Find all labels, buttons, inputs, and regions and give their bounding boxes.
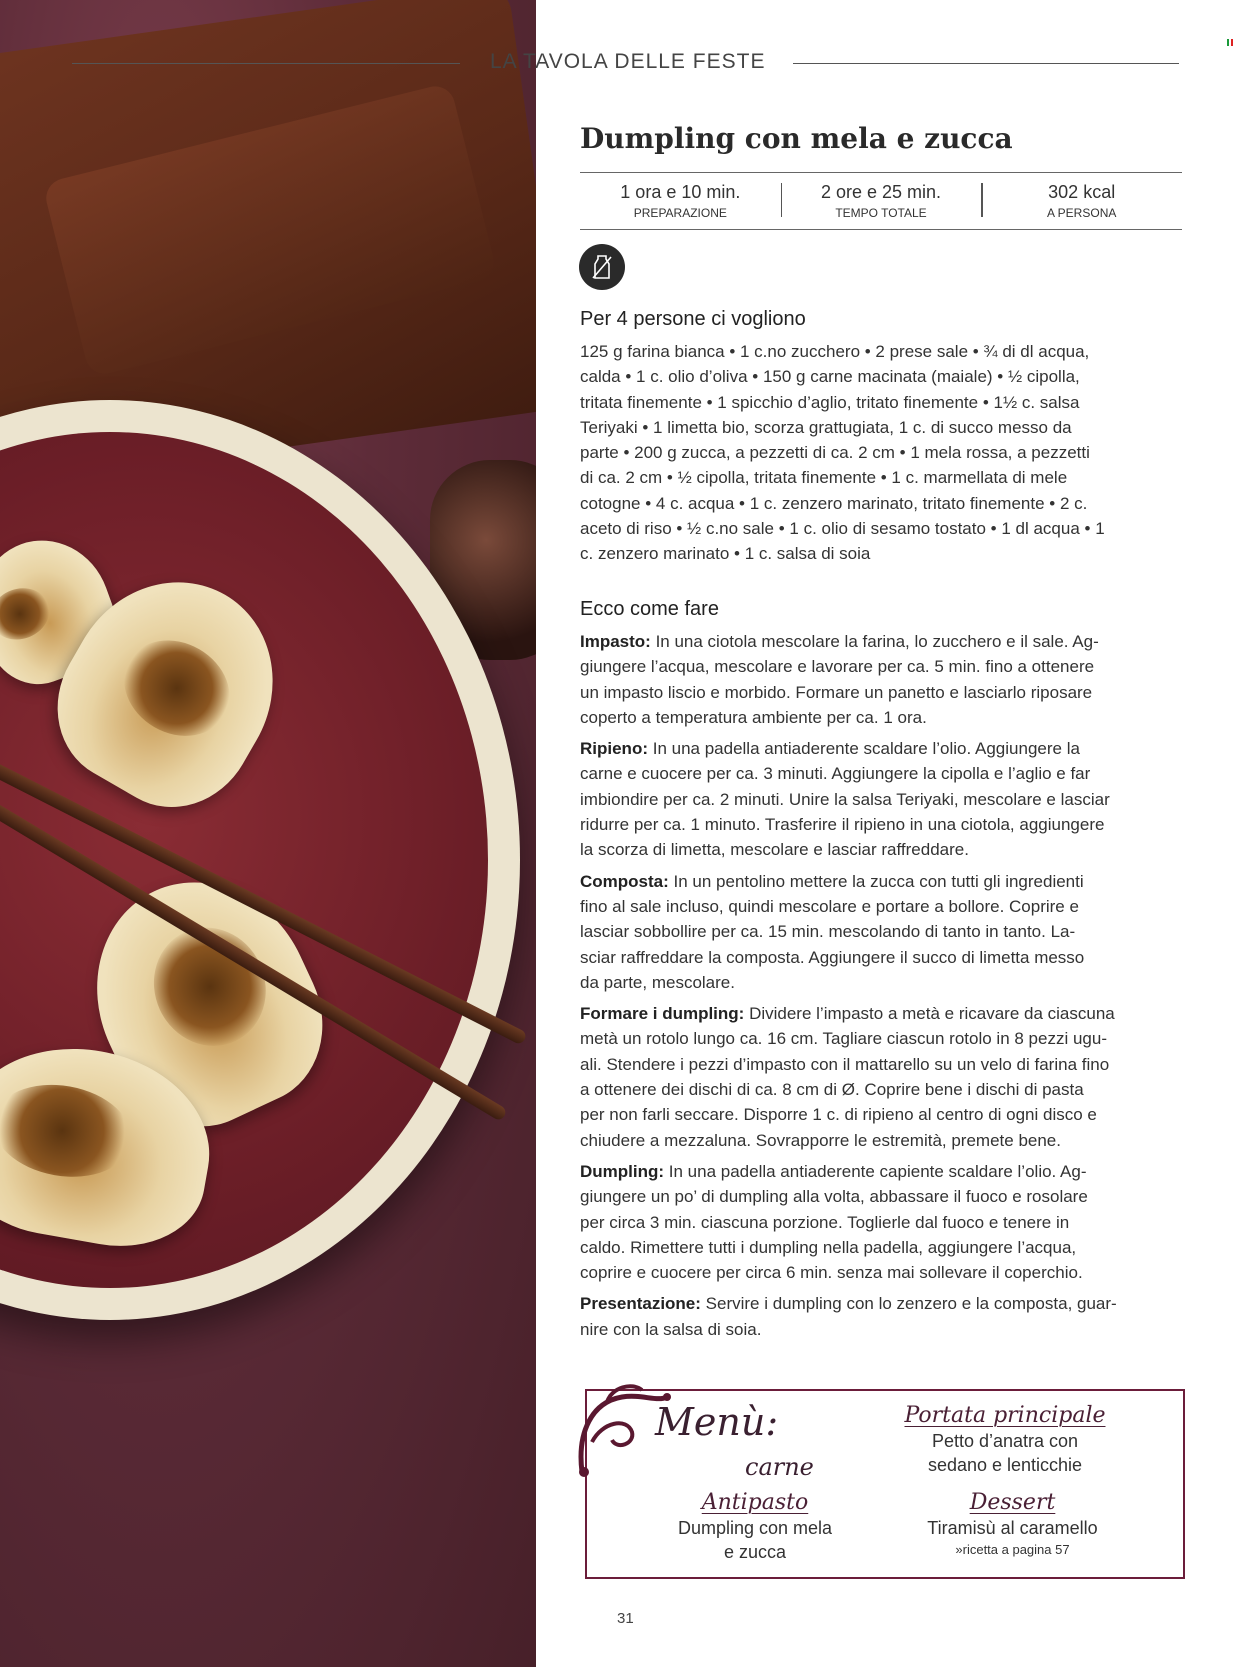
ingredient-line: aceto di riso • ½ c.no sale • 1 c. olio di sesamo tostato • 1 dl acqua • 1 <box>580 519 1105 539</box>
step-label: Presentazione: <box>580 1294 701 1314</box>
recipe-info-bar <box>580 172 1182 230</box>
dessert-course: Dessert Tiramisù al caramello »ricetta a pagina 57 <box>895 1490 1130 1557</box>
step-text: metà un rotolo lungo ca. 16 cm. Tagliare ciascun rotolo in 8 pezzi ugu- <box>580 1029 1107 1049</box>
recipe-title: Dumpling con mela e zucca <box>580 122 1013 155</box>
step-text: giungere un po’ di dumpling alla volta, abbassare il fuoco e rosolare <box>580 1187 1088 1207</box>
dumplings-photo <box>0 0 536 1667</box>
method-step <box>580 736 1182 862</box>
total-time: 2 ore e 25 min. TEMPO TOTALE <box>781 173 982 229</box>
ingredient-line: cotogne • 4 c. acqua • 1 c. zenzero marinato, tritato finemente • 2 c. <box>580 493 1088 513</box>
section-title: LA TAVOLA DELLE FESTE <box>490 50 766 73</box>
step-text: In una padella antiaderente scaldare l’olio. Aggiungere la <box>648 739 1080 759</box>
lactose-free-icon <box>579 244 625 290</box>
step-text: fino al sale incluso, quindi mescolare e portare a bollore. Coprire e <box>580 896 1079 916</box>
page-number: 31 <box>617 1610 634 1627</box>
step-label: Dumpling: <box>580 1161 665 1181</box>
step-label: Composta: <box>580 871 669 891</box>
step-text: imbiondire per ca. 2 minuti. Unire la salsa Teriyaki, mescolare e lasciar <box>580 789 1110 809</box>
step-text: ali. Stendere i pezzi d’impasto con il mattarello su un velo di farina fino <box>580 1054 1110 1074</box>
step-label: Formare i dumpling: <box>580 1004 745 1024</box>
step-text: per circa 3 min. ciascuna porzione. Toglierle dal fuoco e tenere in <box>580 1212 1070 1232</box>
method-step <box>580 1001 1182 1153</box>
ingredients-heading: Per 4 persone ci vogliono <box>580 308 806 330</box>
step-text: sciar raffreddare la composta. Aggiungere il succo di limetta messo <box>580 947 1085 967</box>
ingredient-line: di ca. 2 cm • ½ cipolla, tritata finemente • 1 c. marmellata di mele <box>580 468 1068 488</box>
flag-icon <box>1227 33 1234 40</box>
dessert-page-link[interactable]: »ricetta a pagina 57 <box>955 1542 1070 1557</box>
step-text: giungere l’acqua, mescolare e lavorare per ca. 5 min. fino a ottenere <box>580 657 1095 677</box>
step-text: lasciar sobbollire per ca. 15 min. mescolando di tanto in tanto. La- <box>580 922 1076 942</box>
step-text: In una padella antiaderente capiente scaldare l’olio. Ag- <box>664 1161 1087 1181</box>
step-text: da parte, mescolare. <box>580 972 735 992</box>
ingredients-list <box>580 339 1182 567</box>
method-heading: Ecco come fare <box>580 598 719 620</box>
method-steps <box>580 629 1182 1348</box>
prep-time: 1 ora e 10 min. PREPARAZIONE <box>620 182 741 220</box>
step-text: caldo. Rimettere tutti i dumpling nella padella, aggiungere l’acqua, <box>580 1237 1077 1257</box>
step-text: coperto a temperatura ambiente per ca. 1 ora. <box>580 707 927 727</box>
main-course: Portata principale Petto d’anatra con sedano e lenticchie <box>904 1403 1106 1475</box>
step-text: Dividere l’impasto a metà e ricavare da ciascuna <box>744 1004 1115 1024</box>
step-text: carne e cuocere per ca. 3 minuti. Aggiungere la cipolla e l’aglio e far <box>580 764 1091 784</box>
step-text: un impasto liscio e morbido. Formare un panetto e lasciarlo riposare <box>580 682 1093 702</box>
step-text: la scorza di limetta, mescolare e lasciar raffreddare. <box>580 840 969 860</box>
ingredient-line: tritata finemente • 1 spicchio d’aglio, tritato finemente • 1½ c. salsa <box>580 392 1080 412</box>
ingredient-line: 125 g farina bianca • 1 c.no zucchero • 2 prese sale • ¾ di dl acqua, <box>580 342 1090 361</box>
step-text: ridurre per ca. 1 minuto. Trasferire il ripieno in una ciotola, aggiungere <box>580 815 1105 835</box>
step-label: Impasto: <box>580 632 651 651</box>
step-text: In un pentolino mettere la zucca con tutti gli ingredienti <box>668 871 1084 891</box>
step-label: Ripieno: <box>580 739 648 759</box>
ingredient-line: parte • 200 g zucca, a pezzetti di ca. 2 cm • 1 mela rossa, a pezzetti <box>580 443 1090 463</box>
calories: 302 kcal A PERSONA <box>981 173 1182 229</box>
ingredient-line: Teriyaki • 1 limetta bio, scorza grattugiata, 1 c. di succo messo da <box>580 417 1072 437</box>
menu-subtitle: carne <box>745 1453 814 1481</box>
step-text: chiudere a mezzaluna. Sovrapporre le estremità, premete bene. <box>580 1130 1061 1150</box>
ingredient-line: c. zenzero marinato • 1 c. salsa di soia <box>580 544 871 564</box>
method-step <box>580 629 1182 730</box>
step-text: coprire e cuocere per circa 6 min. senza mai sollevare il coperchio. <box>580 1263 1083 1283</box>
step-text: Servire i dumpling con lo zenzero e la composta, guar- <box>700 1294 1117 1314</box>
step-text: nire con la salsa di soia. <box>580 1319 762 1339</box>
step-text: per non farli seccare. Disporre 1 c. di ripieno al centro di ogni disco e <box>580 1105 1097 1125</box>
menu-title: Menù: <box>655 1400 779 1444</box>
method-step <box>580 1159 1182 1285</box>
header-rule-left <box>72 63 460 64</box>
step-text: a ottenere dei dischi di ca. 8 cm di Ø. Coprire bene i dischi di pasta <box>580 1080 1084 1100</box>
step-text: In una ciotola mescolare la farina, lo zucchero e il sale. Ag- <box>650 632 1099 651</box>
starter-course: Antipasto Dumpling con mela e zucca <box>677 1490 833 1562</box>
header-rule-right <box>793 63 1179 64</box>
method-step <box>580 1291 1182 1342</box>
ingredient-line: calda • 1 c. olio d’oliva • 150 g carne macinata (maiale) • ½ cipolla, <box>580 367 1080 387</box>
method-step <box>580 869 1182 995</box>
